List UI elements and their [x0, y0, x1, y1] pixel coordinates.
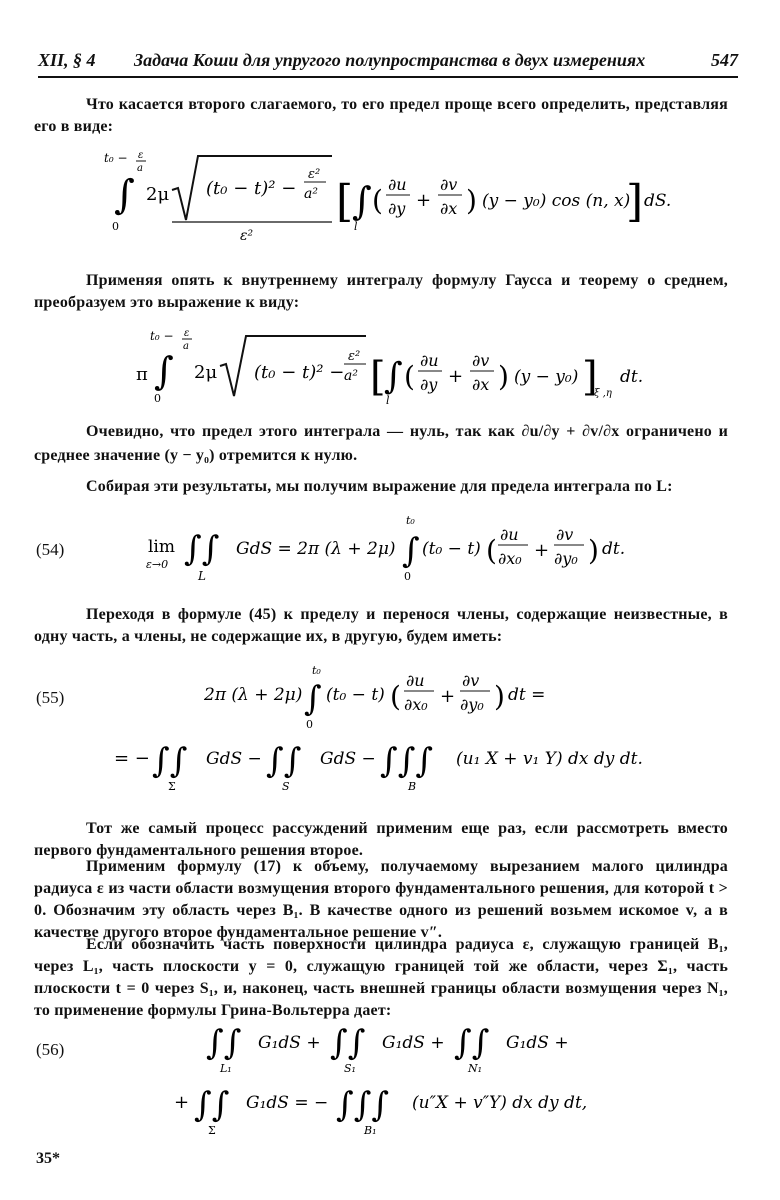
svg-text:∫∫: ∫∫ [454, 1023, 490, 1063]
svg-text:0: 0 [404, 570, 411, 583]
svg-text:lim: lim [148, 537, 175, 557]
svg-text:(u₁ X + v₁ Y) dx dy dt.: (u₁ X + v₁ Y) dx dy dt. [456, 749, 643, 769]
svg-text:(t₀ − t)² −: (t₀ − t)² − [254, 362, 345, 383]
svg-text:a²: a² [304, 186, 318, 202]
svg-text:(: ( [404, 360, 415, 393]
svg-text:(: ( [372, 184, 383, 217]
svg-text:ε²: ε² [240, 228, 254, 244]
svg-text:+: + [440, 686, 456, 707]
svg-text:∂y: ∂y [420, 375, 438, 394]
svg-text:∫∫: ∫∫ [184, 529, 220, 569]
svg-text:∂u: ∂u [500, 525, 519, 544]
chapter-title: Задача Коши для упругого полупространства в двух измерениях [134, 50, 646, 70]
formula-56b [170, 1080, 610, 1136]
svg-text:L₁: L₁ [220, 1062, 232, 1074]
svg-text:∫∫: ∫∫ [266, 741, 302, 781]
svg-text:∫: ∫ [352, 179, 372, 223]
svg-text:ε: ε [184, 328, 190, 339]
svg-text:]: ] [582, 354, 598, 400]
svg-text:0: 0 [112, 220, 119, 233]
svg-text:): ) [588, 534, 599, 567]
svg-text:t₀: t₀ [312, 664, 321, 677]
header-rule [38, 76, 738, 78]
svg-text:∂x₀: ∂x₀ [498, 549, 522, 568]
svg-text:∂v: ∂v [556, 525, 574, 544]
svg-text:∫∫∫: ∫∫∫ [380, 741, 434, 781]
svg-text:): ) [466, 184, 477, 217]
paragraph-7: Применим формулу (17) к объему, получаемому вырезанием малого цилиндра радиуса ε из части области возмущения второго фундаментального решения, для которой t > 0. Обозначим эту область через B₁. В качестве одного из решений возьмем искомое v, а в качестве другого второе фундаментальное решение v″. [34, 858, 728, 941]
paragraph-1: Что касается второго слагаемого, то его предел проще всего определить, представляя его в виде: [34, 96, 728, 135]
svg-text:2μ: 2μ [146, 184, 170, 205]
svg-text:∂v: ∂v [472, 351, 490, 370]
svg-text:L: L [198, 569, 206, 583]
svg-text:Σ: Σ [168, 780, 176, 793]
svg-text:dt =: dt = [508, 685, 546, 705]
svg-text:∫: ∫ [384, 356, 403, 397]
svg-text:+: + [174, 1092, 190, 1113]
svg-text:G₁dS +: G₁dS + [382, 1033, 445, 1053]
svg-text:∂x₀: ∂x₀ [404, 695, 428, 714]
paragraph-8: Если обозначить часть поверхности цилиндра радиуса ε, служащую границей B₁, через L₁, часть плоскости y = 0, служащую границей той же области, через Σ₁, часть плоскости t = 0 через S₁, и, наконец, часть внешней границы области возмущения через N₁, то применение формулы Грина-Вольтерра дает: [34, 936, 728, 1019]
svg-text:S: S [282, 780, 290, 793]
svg-text:ξ ,η: ξ ,η [594, 388, 612, 399]
svg-text:∂y₀: ∂y₀ [460, 695, 484, 714]
paragraph-5: Переходя в формуле (45) к пределу и перенося члены, содержащие неизвестные, в одну часть, а члены, не содержащие их, в другую, будем иметь: [34, 606, 728, 645]
svg-text:∂x: ∂x [472, 375, 490, 394]
svg-text:(t₀ − t)² −: (t₀ − t)² − [206, 178, 297, 199]
svg-text:GdS −: GdS − [206, 749, 262, 769]
svg-text:+: + [534, 540, 550, 561]
svg-text:(t₀ − t): (t₀ − t) [326, 685, 385, 705]
svg-text:]: ] [626, 176, 644, 227]
svg-text:+: + [448, 366, 464, 387]
formula-54 [140, 510, 640, 590]
svg-text:B: B [408, 780, 417, 793]
paragraph-6: Тот же самый процесс рассуждений применим еще раз, если рассмотреть вместо первого фундаментального решения второе. [34, 820, 728, 859]
svg-text:∫: ∫ [402, 531, 420, 571]
svg-text:GdS = 2π (λ + 2μ): GdS = 2π (λ + 2μ) [236, 539, 396, 559]
svg-text:Σ: Σ [208, 1124, 216, 1136]
svg-text:(u″X + v″Y) dx dy dt,: (u″X + v″Y) dx dy dt, [412, 1093, 588, 1113]
svg-text:dt.: dt. [620, 367, 644, 387]
svg-text:(: ( [486, 534, 497, 567]
svg-text:(y − y₀) cos (n, x): (y − y₀) cos (n, x) [482, 191, 631, 211]
svg-text:dt.: dt. [602, 539, 626, 559]
svg-text:ε→0: ε→0 [146, 558, 169, 571]
paragraph-2: Применяя опять к внутреннему интегралу формулу Гаусса и теорему о среднем, преобразуем это выражение к виду: [34, 272, 728, 311]
svg-text:π: π [136, 364, 148, 385]
svg-text:): ) [498, 360, 509, 393]
svg-text:+: + [416, 190, 432, 211]
svg-text:∂v: ∂v [440, 175, 458, 194]
formula-55a [200, 664, 560, 734]
running-header [38, 50, 738, 76]
svg-text:∂y: ∂y [388, 199, 406, 218]
svg-text:∫: ∫ [154, 349, 174, 393]
signature-mark: 35* [36, 1150, 60, 1167]
svg-text:t₀ −: t₀ − [104, 151, 128, 165]
svg-text:[: [ [336, 176, 354, 227]
svg-text:∫∫∫: ∫∫∫ [336, 1085, 390, 1125]
svg-text:GdS −: GdS − [320, 749, 376, 769]
svg-text:dS.: dS. [644, 191, 672, 211]
svg-text:2π (λ + 2μ): 2π (λ + 2μ) [204, 685, 303, 705]
svg-text:ε²: ε² [308, 167, 321, 182]
svg-text:ε: ε [138, 150, 144, 161]
svg-text:(t₀ − t): (t₀ − t) [422, 539, 481, 559]
formula-2 [130, 326, 650, 410]
svg-text:∂u: ∂u [420, 351, 439, 370]
svg-text:l: l [354, 220, 358, 233]
svg-text:∂v: ∂v [462, 671, 480, 690]
equation-number-55: (55) [36, 688, 65, 707]
svg-text:2μ: 2μ [194, 362, 218, 383]
svg-text:∂u: ∂u [406, 671, 425, 690]
formula-1 [100, 148, 690, 248]
svg-text:t₀: t₀ [406, 514, 415, 527]
svg-text:N₁: N₁ [468, 1062, 483, 1074]
svg-text:a²: a² [344, 368, 358, 384]
svg-text:(y − y₀): (y − y₀) [514, 367, 579, 387]
paragraph-4: Собирая эти результаты, мы получим выражение для предела интеграла по L: [86, 478, 673, 495]
svg-text:∫∫: ∫∫ [206, 1023, 242, 1063]
svg-text:a: a [183, 341, 189, 352]
svg-text:∫∫: ∫∫ [330, 1023, 366, 1063]
svg-text:∫: ∫ [114, 172, 135, 218]
svg-text:∂x: ∂x [440, 199, 458, 218]
equation-number-54: (54) [36, 540, 65, 559]
svg-text:G₁dS +: G₁dS + [258, 1033, 321, 1053]
svg-text:∫∫: ∫∫ [152, 741, 188, 781]
formula-55b [110, 736, 650, 794]
svg-text:∂u: ∂u [388, 175, 407, 194]
svg-text:a: a [137, 163, 143, 174]
svg-text:G₁dS +: G₁dS + [506, 1033, 569, 1053]
page-number: 547 [711, 50, 738, 70]
svg-text:): ) [494, 680, 505, 713]
section-label: XII, § 4 [38, 50, 96, 70]
svg-text:[: [ [370, 354, 386, 400]
svg-text:ε²: ε² [348, 349, 361, 364]
svg-text:0: 0 [306, 718, 313, 731]
paragraph-3: Очевидно, что предел этого интеграла — нуль, так как ∂u/∂y + ∂v/∂x ограничено и среднее значение (y − y₀) отремится к нулю. [34, 423, 728, 464]
svg-text:S₁: S₁ [344, 1062, 356, 1074]
formula-56a [200, 1018, 580, 1074]
svg-text:G₁dS = −: G₁dS = − [246, 1093, 329, 1113]
svg-text:∫: ∫ [304, 679, 322, 719]
svg-text:∫∫: ∫∫ [194, 1085, 230, 1125]
svg-text:t₀ −: t₀ − [150, 329, 174, 343]
svg-text:B₁: B₁ [364, 1124, 377, 1136]
equation-number-56: (56) [36, 1040, 65, 1059]
svg-text:= −: = − [114, 748, 150, 769]
svg-text:∂y₀: ∂y₀ [554, 549, 578, 568]
svg-text:0: 0 [154, 392, 161, 405]
svg-text:l: l [386, 394, 390, 407]
svg-text:(: ( [390, 680, 401, 713]
